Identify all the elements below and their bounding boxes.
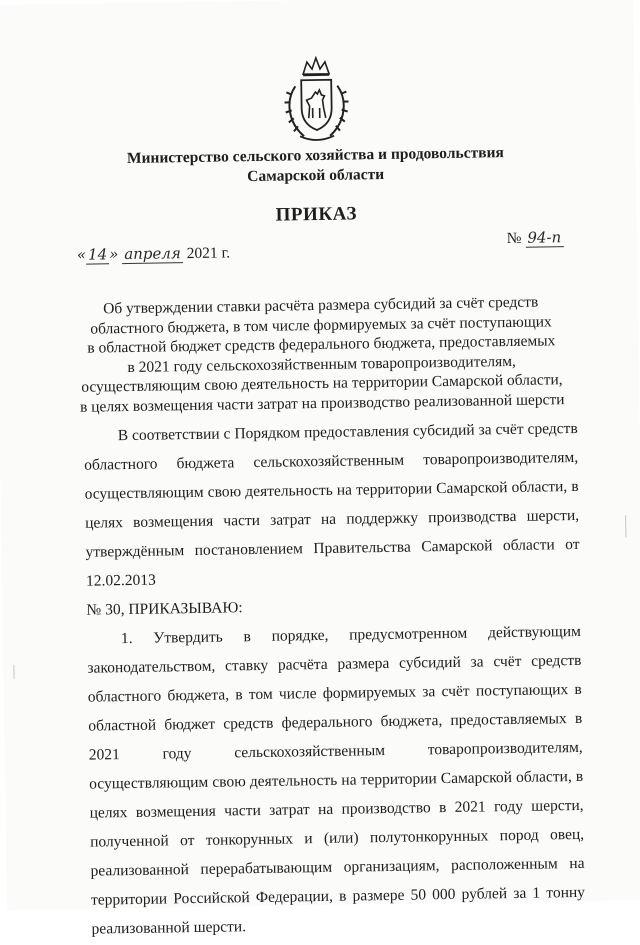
subject-line: в областной бюджет средств федерального бюджета, предоставляемых [76, 331, 566, 358]
date-day: 14 [86, 245, 109, 264]
ministry-line-2: Самарской области [106, 163, 526, 190]
subject-line: в 2021 году сельскохозяйственным товаропроизводителям, [77, 351, 567, 378]
order-subject [76, 292, 568, 417]
ministry-line-1: Министерство сельского хозяйства и продовольствия [105, 143, 525, 170]
number-sign: № [507, 230, 522, 247]
coat-of-arms-icon [281, 55, 352, 144]
scan-edge-mark [625, 515, 626, 537]
scan-edge-mark [13, 665, 14, 679]
subject-line: в целях возмещения части затрат на производство реализованной шерсти [77, 390, 567, 417]
date-close-quote: » [109, 245, 118, 263]
order-number [507, 228, 564, 248]
preamble-paragraph: В соответствии с Порядком предоставления субсидий за счёт средств областного бюджета сельскохозяйственным товаропроизводителям, осуществляющим свою деятельность на территории Самарской области, в целях возмещения части затрат на поддержку производства шерсти, утверждённым постановлением Правительства Самарской области от 12.02.2013 [84, 414, 581, 596]
ministry-name [105, 143, 526, 190]
subject-line: Об утверждении ставки расчёта размера субсидий за счёт средств [76, 292, 566, 319]
date-month: апреля [122, 244, 183, 264]
subject-line: осуществляющим свою деятельность на территории Самарской области, [77, 370, 567, 397]
order-body [84, 414, 586, 944]
number-value: 94-п [525, 228, 563, 248]
item-1-paragraph: 1. Утвердить в порядке, предусмотренном действующим законодательством, ставку расчёта размера субсидий за счёт средств областного бюджета, в том числе формируемых за счёт поступающих в областной бюджет средств федерального бюджета, предоставляемых в 2021 году сельскохозяйственным товаропроизводителям, осуществляющим свою деятельность на территории Самарской области, в целях возмещения части затрат на производство в 2021 году шерсти, полученной от тонкорунных и (или) полутонкорунных пород овец, реализованной перерабатывающим организациям, расположенным на территории Российской Федерации, в размере 50 000 рублей за 1 тонну реализованной шерсти. [87, 617, 586, 944]
date-open-quote: « [77, 246, 86, 264]
order-date [77, 243, 230, 264]
document-type-title: ПРИКАЗ [166, 202, 466, 229]
subject-line: областного бюджета, в том числе формируемых за счёт поступающих [76, 312, 566, 339]
date-year: 2021 г. [187, 244, 231, 262]
preamble-ending: № 30, ПРИКАЗЫВАЮ: [86, 588, 580, 625]
